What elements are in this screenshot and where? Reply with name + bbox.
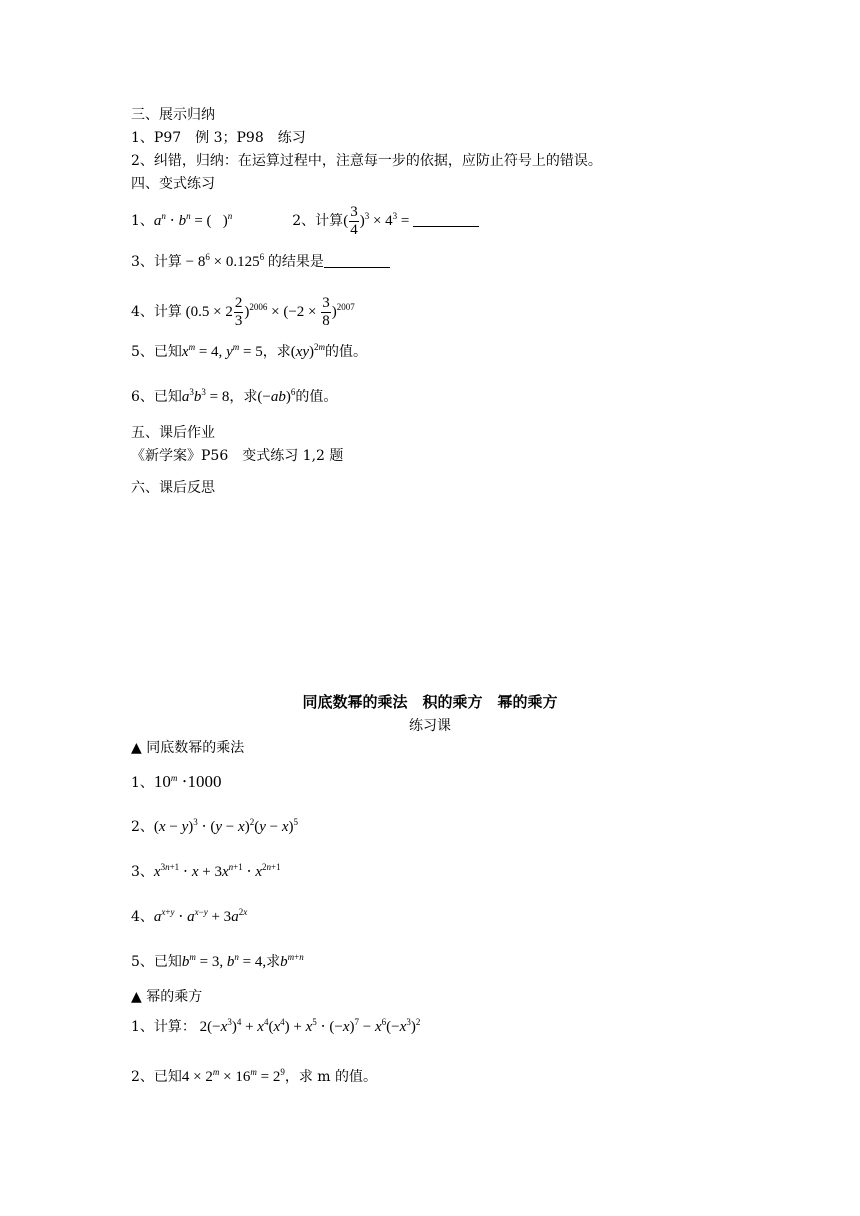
practice-2-2 <box>131 1068 377 1086</box>
exercise-formula: (xy)$^{2m}$ <box>290 342 326 360</box>
exercise-label: 2、 <box>131 819 154 835</box>
answer-blank <box>324 253 390 268</box>
section-5-item: 《新学案》P56 变式练习 1,2 题 <box>131 448 344 464</box>
exercise-text: 的值。 <box>325 344 368 360</box>
exercise-formula: $(x - y)^3 \cdot (y - x)^2(y - x)^5$ <box>153 817 298 835</box>
exercise-formula: $x^{3n+1} \cdot x + 3x^{n+1} \cdot x^{2n+1}$ <box>153 862 281 880</box>
exercise-formula: $(-ab)^6$ <box>257 387 296 405</box>
exercise-formula: $a^{x+y} \cdot a^{x-y} + 3a^{2x}$ <box>153 907 248 925</box>
part-2-heading: ▲ 幂的乘方 <box>131 989 203 1005</box>
practice-2-1 <box>131 1018 420 1036</box>
practice-1-2 <box>131 818 298 836</box>
exercise-formula: $10^m \cdot 1000$ <box>153 772 222 791</box>
exercise-formula: $4 \times 2^m \times 16^m = 2^9$ <box>181 1067 285 1085</box>
exercise-4-1 <box>131 205 479 238</box>
exercise-text: ，求 <box>262 344 291 360</box>
exercise-4-6 <box>131 388 337 406</box>
section-5-heading: 五、课后作业 <box>131 425 215 441</box>
exercise-formula: $x^m = 4$, $y^m = 5$ <box>181 342 263 360</box>
practice-1-4 <box>131 908 247 926</box>
exercise-text: ，求 m 的值。 <box>284 1069 378 1085</box>
exercise-text: 求 <box>266 954 281 970</box>
exercise-label: 5、已知 <box>131 954 182 970</box>
exercise-label: 4、 <box>131 909 154 925</box>
section-3-item-2: 2、纠错，归纳：在运算过程中，注意每一步的依据，应防止符号上的错误。 <box>131 153 602 169</box>
exercise-label: 4、计算 <box>131 303 182 320</box>
section-6-heading: 六、课后反思 <box>131 480 215 496</box>
section-4-heading: 四、变式练习 <box>131 176 215 192</box>
exercise-suffix: 的结果是 <box>267 254 324 270</box>
exercise-label: 2、计算 <box>292 212 344 229</box>
exercise-text: ，求 <box>229 389 258 405</box>
exercise-formula: ( $\frac{3}{4}$ )$^3 \times 4^3$ = <box>343 204 414 238</box>
exercise-formula: $a^3b^3 = 8$ <box>181 387 230 405</box>
practice-subtitle: 练习课 <box>409 718 451 734</box>
exercise-formula: (0.5 × 2 $\frac{2}{3}$ )$^{2006}$ × (−2 × $\frac{3}{8}$ )$^{2007}$ <box>181 295 355 329</box>
exercise-text: 的值。 <box>295 389 338 405</box>
exercise-label: 3、 <box>131 864 154 880</box>
exercise-4-4 <box>131 296 355 329</box>
practice-1-5 <box>131 953 304 971</box>
practice-1-1 <box>131 773 222 792</box>
exercise-formula: $a^n \cdot b^n$ = ( )$^n$ <box>153 210 233 229</box>
exercise-label: 2、已知 <box>131 1069 182 1085</box>
exercise-label: 5、已知 <box>131 344 182 360</box>
exercise-label: 6、已知 <box>131 389 182 405</box>
exercise-4-5 <box>131 343 367 361</box>
exercise-formula: $2(-x^3)^4 + x^4(x^4) + x^5 \cdot (-x)^7 - x^6(-x^3)^2$ <box>195 1017 421 1035</box>
part-1-heading: ▲ 同底数幂的乘法 <box>131 740 245 756</box>
section-3-item-1: 1、P97 例 3；P98 练习 <box>131 130 306 146</box>
section-3-heading: 三、展示归纳 <box>131 107 215 123</box>
answer-blank <box>413 212 479 227</box>
exercise-label: 1、 <box>131 775 154 791</box>
exercise-label: 1、计算： <box>131 1019 196 1035</box>
exercise-label: 3、计算 <box>131 254 182 270</box>
practice-title: 同底数幂的乘法 积的乘方 幂的乘方 <box>302 693 558 711</box>
practice-1-3 <box>131 863 281 881</box>
exercise-label: 1、 <box>131 212 154 229</box>
exercise-4-3 <box>131 253 390 271</box>
exercise-formula: $b^{m+n}$ <box>280 952 304 970</box>
exercise-formula: − $8^6 \times 0.125^6$ <box>181 252 265 270</box>
exercise-formula: $b^m = 3$, $b^n = 4$, <box>181 952 267 970</box>
